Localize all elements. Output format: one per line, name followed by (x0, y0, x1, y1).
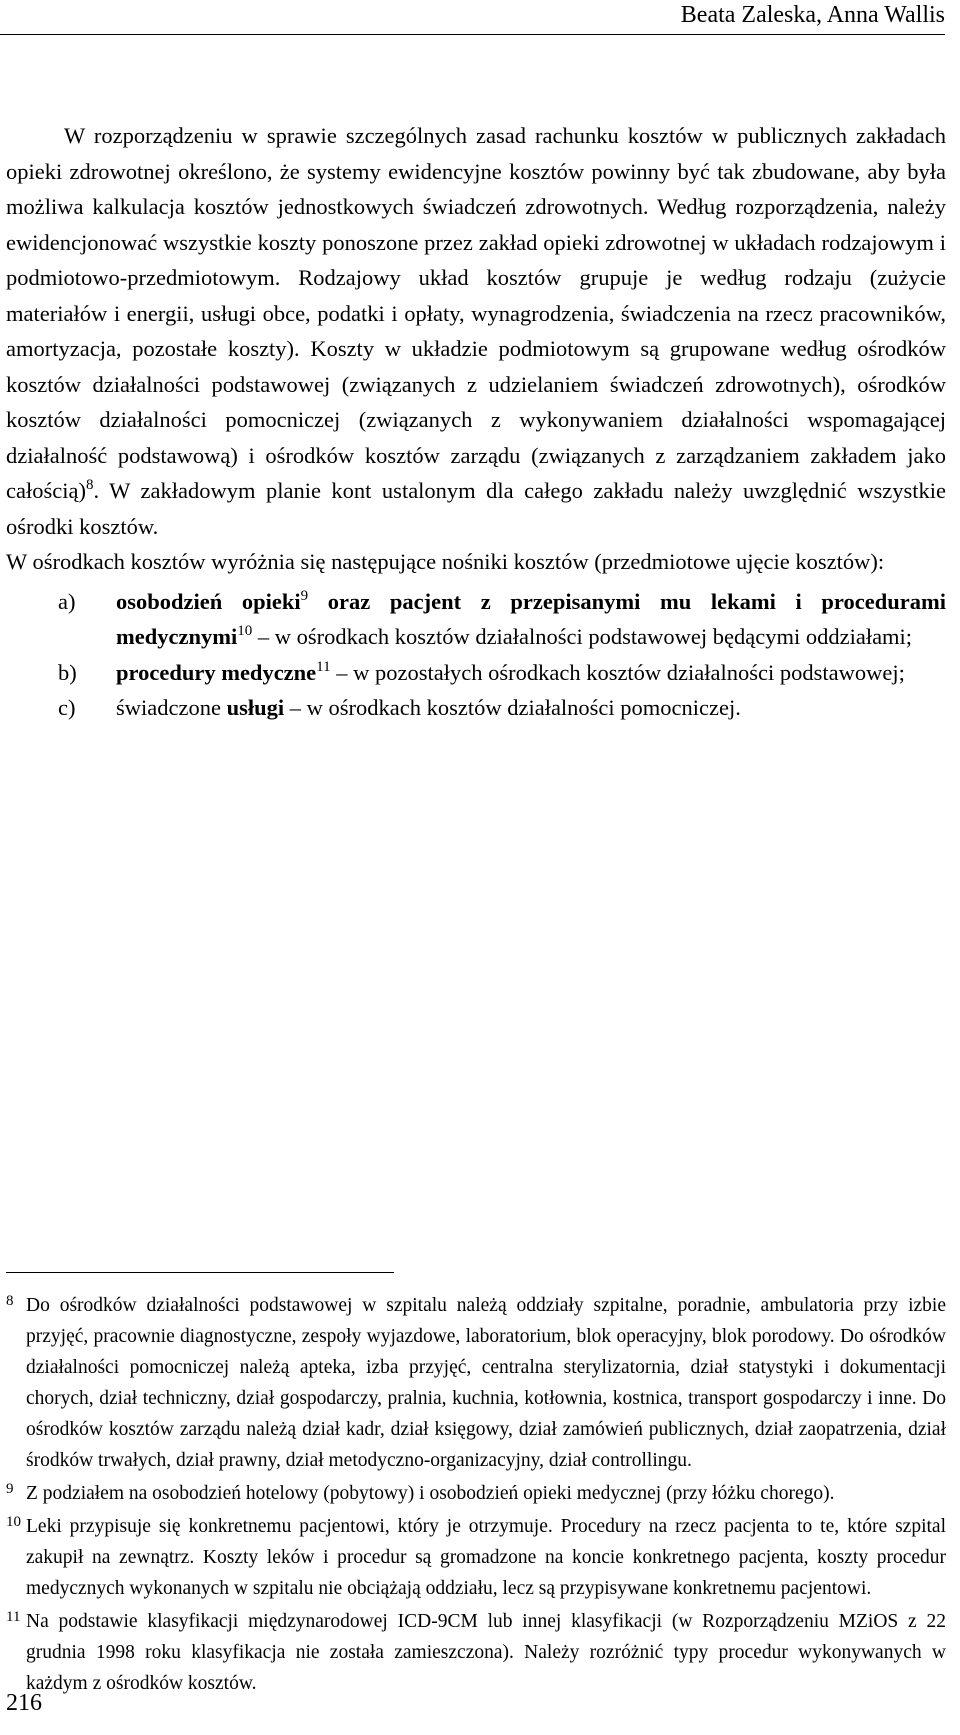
running-header (0, 0, 945, 35)
footnote-number: 10 (6, 1514, 21, 1530)
footnotes (6, 1290, 946, 1701)
list-marker: a) (58, 588, 76, 614)
cost-carriers-list (6, 584, 946, 726)
footnote-10 (6, 1511, 946, 1604)
list-marker: b) (58, 659, 77, 685)
footnote-ref-11[interactable]: 11 (316, 658, 331, 675)
list-marker: c) (58, 695, 76, 720)
paragraph-1-tail: . W zakładowym planie kont ustalonym dla całego zakładu należy uwzględnić wszystkie ośrodki kosztów. (6, 478, 946, 539)
list-item-a (6, 584, 946, 655)
list-item-text: – w ośrodkach kosztów działalności podstawowej będącymi oddziałami; (252, 624, 913, 649)
footnote-text: Na podstawie klasyfikacji międzynarodowej ICD-9CM lub innej klasyfikacji (w Rozporządzeniu MZiOS z 22 grudnia 1998 roku klasyfikacja nie została zamieszczona). Należy rozróżnić typy procedur wykonywanych w każdym z ośrodków kosztów. (26, 1611, 946, 1694)
list-item-bold: usługi (226, 695, 285, 720)
page-number: 216 (6, 1690, 42, 1716)
footnote-separator (6, 1272, 394, 1273)
footnote-9 (6, 1478, 946, 1509)
footnote-text: Do ośrodków działalności podstawowej w szpitalu należą oddziały szpitalne, poradnie, ambulatoria przy izbie przyjęć, pracownie diagnostyczne, zespoły wyjazdowe, laboratorium, blok operacyjny, blok porodowy. Do ośrodków działalności pomocniczej należą apteka, izba przyjęć, centralna sterylizatornia, dział statystyki i dokumentacji chorych, dział techniczny, dział gospodarczy, pralnia, kuchnia, kotłownia, kostnica, transport gospodarczy i inne. Do ośrodków kosztów zarządu należą dział kadr, dział księgowy, dział zamówień publicznych, dział zaopatrzenia, dział środków trwałych, dział prawny, dział metodyczno-organizacyjny, dział controllingu. (26, 1295, 946, 1471)
paragraph-2: W ośrodkach kosztów wyróżnia się następujące nośniki kosztów (przedmiotowe ujęcie kosztów): (6, 549, 885, 574)
paragraph-1 (6, 118, 946, 544)
footnote-ref-9[interactable]: 9 (300, 587, 309, 604)
footnote-number: 8 (6, 1293, 14, 1309)
list-item-bold: procedury medyczne (116, 659, 317, 685)
main-text (6, 118, 946, 726)
list-item-c (6, 690, 946, 726)
list-item-text: – w pozostałych ośrodkach kosztów działalności podstawowej; (330, 659, 905, 685)
footnote-number: 11 (6, 1609, 21, 1625)
footnote-11 (6, 1606, 946, 1699)
footnote-8 (6, 1290, 946, 1476)
header-authors: Beata Zaleska, Anna Wallis (680, 2, 945, 28)
footnote-text: Leki przypisuje się konkretnemu pacjentowi, który je otrzymuje. Procedury na rzecz pacjenta to te, które szpital zakupił na zewnątrz. Koszty leków i procedur są gromadzone na koncie konkretnego pacjenta, koszty procedur medycznych wykonanych w szpitalu nie obciążają oddziału, lecz są przypisywane konkretnemu pacjentowi. (26, 1516, 946, 1599)
list-item-bold: oraz pacjent z przepisanymi mu lekami i procedurami medycznymi (116, 588, 946, 649)
list-item-text: świadczone (116, 695, 227, 720)
footnote-ref-10[interactable]: 10 (237, 623, 253, 639)
paragraph-1-text: W rozporządzeniu w sprawie szczególnych zasad rachunku kosztów w publicznych zakładach opieki zdrowotnej określono, że systemy ewidencyjne kosztów powinny być tak zbudowane, aby była możliwa kalkulacja kosztów jednostkowych świadczeń zdrowotnych. Według rozporządzenia, należy ewidencjonować wszystkie koszty ponoszone przez zakład opieki zdrowotnej w układach rodzajowym i podmiotowo-przedmiotowym. Rodzajowy układ kosztów grupuje je według rodzaju (zużycie materiałów i energii, usługi obce, podatki i opłaty, wynagrodzenia, świadczenia na rzecz pracowników, amortyzacja, pozostałe koszty). Koszty w układzie podmiotowym są grupowane według ośrodków kosztów działalności podstawowej (związanych z udzielaniem świadczeń zdrowotnych), ośrodków kosztów działalności pomocniczej (związanych z wykonywaniem działalności wspomagającej działalność podstawową) i ośrodków kosztów zarządu (związanych z zarządzaniem zakładem jako całością) (6, 123, 946, 503)
list-item-bold: osobodzień opieki (116, 588, 301, 614)
list-item-b (6, 655, 946, 691)
list-item-text: – w ośrodkach kosztów działalności pomocniczej. (284, 695, 741, 720)
footnote-number: 9 (6, 1481, 14, 1497)
footnote-ref-8[interactable]: 8 (85, 477, 94, 493)
footnote-text: Z podziałem na osobodzień hotelowy (pobytowy) i osobodzień opieki medycznej (przy łóżku chorego). (26, 1483, 835, 1504)
